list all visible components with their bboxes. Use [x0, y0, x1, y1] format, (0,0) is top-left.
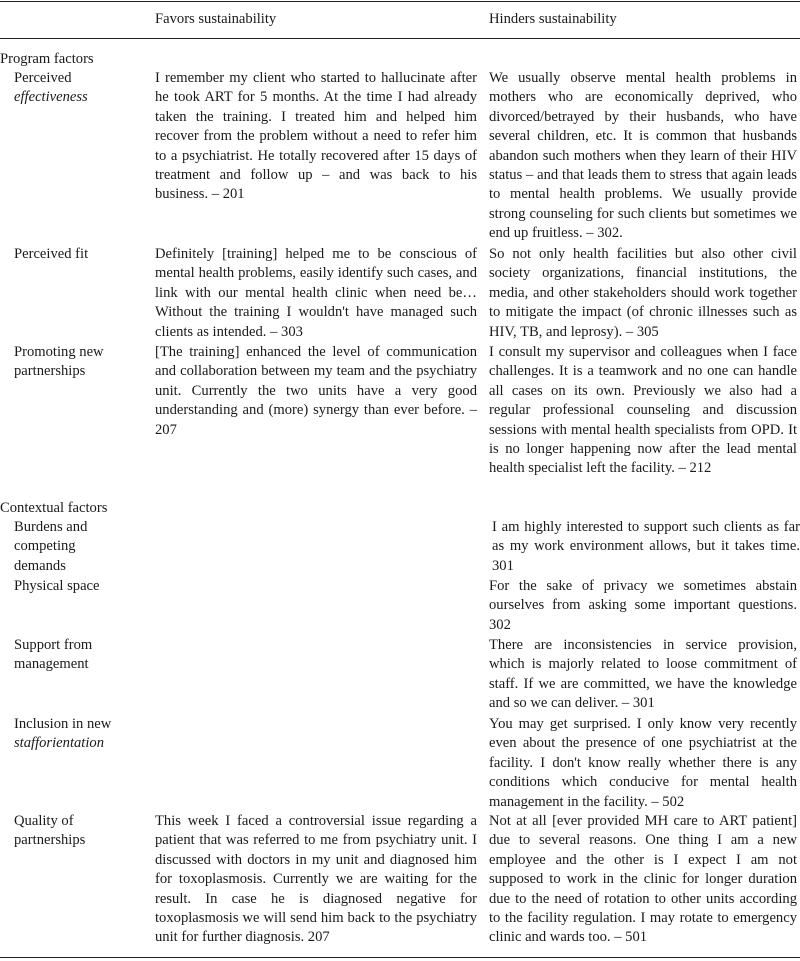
row-label-line-italic: effectiveness: [14, 89, 88, 106]
row-label-line: Promoting new: [14, 344, 104, 360]
section-contextual-factors: Contextual factors: [0, 500, 108, 516]
hinders-quote: For the sake of privacy we sometimes abstain ourselves from asking some important questions. 302: [489, 578, 797, 633]
bottom-rule: [0, 957, 800, 958]
row-label-line: Burdens and: [14, 519, 88, 535]
row-label-line: Quality of: [14, 813, 74, 829]
row-label-line: Inclusion in new: [14, 716, 112, 732]
favors-quote: This week I faced a controversial issue regarding a patient that was referred to me from psychiatry unit. I discussed with doctors in my unit and diagnosed him for toxoplasmosis. Currently we are waiting for the result. In case he is diagnosed negative for toxoplasmosis we will send him back to the psychiatry unit for further diagnosis. 207: [155, 813, 477, 946]
hinders-quote: You may get surprised. I only know very recently even about the presence of one psychiatrist at the facility. I don't know really whether there is any conditions which conducive for mental health management in the facility. – 502: [489, 716, 797, 810]
favors-quote: Definitely [training] helped me to be conscious of mental health problems, easily identify such cases, and link with our mental health clinic when need be… Without the training I wouldn't have managed such clients as intended. – 303: [155, 246, 477, 340]
header-rule: [0, 38, 800, 39]
row-label-line: management: [14, 656, 89, 673]
row-label-burdens-competing-demands: [14, 518, 149, 576]
hinders-quote: I consult my supervisor and colleagues when I face challenges. It is a teamwork and no one can handle all cases on its own. Previously we also had a regular professional counseling and discussion sessions with mental health specialists from OPD. It is no longer happening now after the lead mental health specialist left the facility. – 212: [489, 344, 797, 477]
row-label-quality-of-partnerships: [14, 812, 149, 851]
hinders-quote: So not only health facilities but also other civil society organizations, financial institutions, the media, and other stakeholders should work together to mitigate the impact (of chronic illnesses such as HIV, TB, and leprosy). – 305: [489, 246, 797, 340]
top-rule: [0, 1, 800, 2]
hinders-quote: Not at all [ever provided MH care to ART patient] due to several reasons. One thing I am a new employee and the other is I expect I am not supposed to work in the clinic for longer duration due to the need of rotation to other units according to the facility regulation. I may rotate to emergency clinic and wards too. – 501: [489, 813, 797, 946]
row-label-perceived-fit: Perceived fit: [14, 246, 89, 262]
row-label-line: partnerships: [14, 832, 86, 849]
row-label-line: competing: [14, 538, 76, 555]
row-label-perceived-effectiveness: [14, 69, 149, 108]
row-label-line: demands: [14, 557, 66, 574]
row-label-physical-space: Physical space: [14, 578, 100, 594]
favors-quote: [The training] enhanced the level of communication and collaboration between my team and the psychiatry unit. Currently the two units have a very good understanding and (more) synergy than ever before. – 207: [155, 344, 477, 438]
header-favors: Favors sustainability: [155, 11, 277, 27]
section-program-factors: Program factors: [0, 51, 94, 67]
row-label-inclusion-new-staff-orientation: [14, 715, 149, 754]
row-label-line-italic: stafforientation: [14, 735, 104, 752]
favors-quote: I remember my client who started to hallucinate after he took ART for 5 months. At the time I had already taken the training. I treated him and helped him recover from the problem without a need to refer him to a psychiatrist. He totally recovered after 15 days of treatment and follow up – and was back to his business. – 201: [155, 70, 477, 203]
hinders-quote: We usually observe mental health problems in mothers who are economically deprived, who divorced/betrayed by their husbands, who have several children, etc. It is common that husbands abandon such mothers when they learn of their HIV status – and that leads them to stress that again leads to mental health problems. We usually provide strong counseling for such clients but sometimes we end up fruitless. – 302.: [489, 70, 797, 242]
hinders-quote: There are inconsistencies in service provision, which is majorly related to loose commitment of staff. If we are committed, we have the knowledge and so we can deliver. – 301: [489, 637, 797, 712]
row-label-promoting-new-partnerships: [14, 343, 149, 382]
row-label-line: partnerships: [14, 363, 86, 380]
row-label-line: Support from: [14, 637, 93, 653]
row-label-support-from-management: [14, 636, 149, 675]
hinders-quote: I am highly interested to support such clients as far as my work environment allows, but it takes time. 301: [492, 519, 800, 574]
header-hinders: Hinders sustainability: [489, 11, 617, 27]
row-label-line: Perceived: [14, 70, 72, 86]
